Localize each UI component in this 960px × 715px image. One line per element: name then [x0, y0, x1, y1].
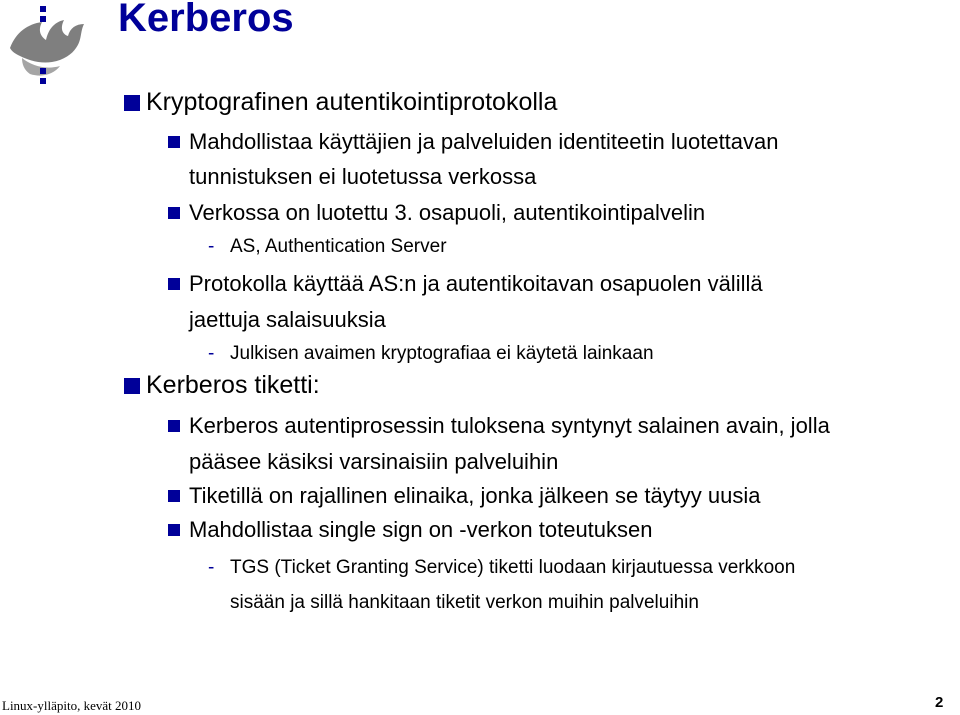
bullet-square-icon [168, 207, 180, 219]
bullet-square-icon [168, 136, 180, 148]
footer-course-label: Linux-ylläpito, kevät 2010 [2, 698, 142, 713]
dash-bullet-icon: - [208, 236, 215, 257]
bullet-text-continuation: pääsee käsiksi varsinaisiin palveluihin [189, 449, 559, 474]
bullet-text: AS, Authentication Server [230, 236, 447, 257]
bullet-text: Mahdollistaa käyttäjien ja palveluiden identiteetin luotettavan [189, 129, 779, 154]
bullet-text: Kerberos tiketti: [146, 371, 320, 399]
page-number: 2 [935, 694, 944, 711]
bullet-text: Protokolla käyttää AS:n ja autentikoitavan osapuolen välillä [189, 271, 763, 296]
bullet-text: Kryptografinen autentikointiprotokolla [146, 88, 558, 116]
bullet-square-icon [168, 420, 180, 432]
bullet-square-icon [168, 490, 180, 502]
bullet-text: Tiketillä on rajallinen elinaika, jonka jälkeen se täytyy uusia [189, 483, 761, 508]
bullet-text-continuation: jaettuja salaisuuksia [189, 307, 386, 332]
bullet-square-icon [168, 278, 180, 290]
bullet-square-icon [124, 95, 140, 111]
dash-bullet-icon: - [208, 343, 215, 364]
bullet-square-icon [168, 524, 180, 536]
bullet-text: Kerberos autentiprosessin tuloksena syntynyt salainen avain, jolla [189, 413, 830, 438]
bullet-text-continuation: tunnistuksen ei luotetussa verkossa [189, 164, 537, 189]
bullet-text: Julkisen avaimen kryptografiaa ei käytetä lainkaan [230, 343, 654, 364]
slide-title: Kerberos [118, 0, 294, 40]
dash-bullet-icon: - [208, 557, 215, 578]
bullet-text: Verkossa on luotettu 3. osapuoli, autentikointipalvelin [189, 200, 706, 225]
university-flame-logo-icon [2, 2, 98, 88]
bullet-text: TGS (Ticket Granting Service) tiketti luodaan kirjautuessa verkkoon [230, 557, 796, 578]
bullet-text-continuation: sisään ja sillä hankitaan tiketit verkon muihin palveluihin [230, 592, 699, 613]
bullet-square-icon [124, 378, 140, 394]
bullet-text: Mahdollistaa single sign on -verkon toteutuksen [189, 517, 653, 542]
